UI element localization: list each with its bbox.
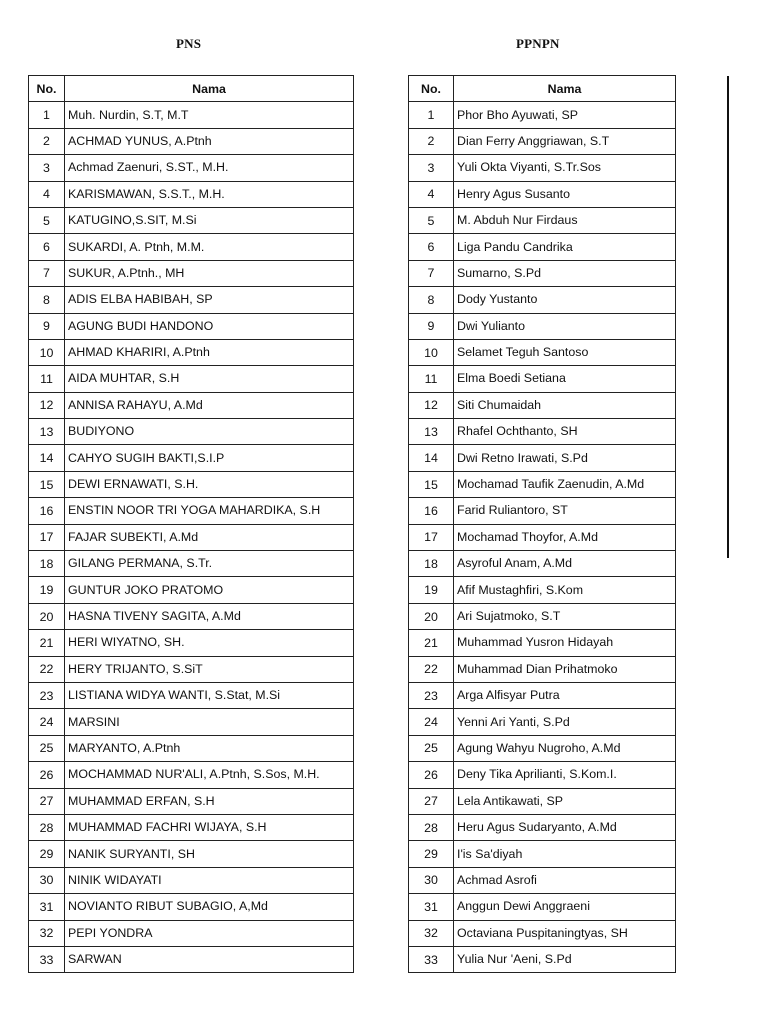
row-number: 17 (409, 524, 454, 550)
row-number: 16 (409, 498, 454, 524)
table-row (29, 630, 354, 656)
table-row (29, 894, 354, 920)
row-name: AHMAD KHARIRI, A.Ptnh (65, 339, 354, 365)
row-number: 5 (29, 207, 65, 233)
row-number: 30 (409, 867, 454, 893)
row-name: NINIK WIDAYATI (65, 867, 354, 893)
row-name: Achmad Zaenuri, S.ST., M.H. (65, 155, 354, 181)
table-row (409, 656, 676, 682)
row-name: Muhammad Dian Prihatmoko (454, 656, 676, 682)
table-row (29, 392, 354, 418)
table-header-row (409, 76, 676, 102)
row-number: 15 (409, 471, 454, 497)
row-name: Phor Bho Ayuwati, SP (454, 102, 676, 128)
table-row (409, 709, 676, 735)
row-number: 33 (29, 946, 65, 972)
row-number: 9 (29, 313, 65, 339)
row-number: 26 (409, 762, 454, 788)
row-name: KARISMAWAN, S.S.T., M.H. (65, 181, 354, 207)
row-number: 19 (409, 577, 454, 603)
row-number: 23 (409, 682, 454, 708)
table-row (409, 735, 676, 761)
pns-table-body (29, 102, 354, 973)
row-number: 29 (409, 841, 454, 867)
pns-section-title: PNS (176, 36, 202, 51)
row-number: 3 (409, 155, 454, 181)
row-number: 18 (29, 551, 65, 577)
ppnpn-section-title: PPNPN (516, 36, 560, 51)
row-name: Dwi Yulianto (454, 313, 676, 339)
table-row (29, 313, 354, 339)
row-number: 13 (29, 419, 65, 445)
table-row (29, 419, 354, 445)
row-number: 12 (409, 392, 454, 418)
row-name: LISTIANA WIDYA WANTI, S.Stat, M.Si (65, 682, 354, 708)
row-number: 28 (29, 814, 65, 840)
table-row (29, 735, 354, 761)
row-number: 18 (409, 551, 454, 577)
table-row (29, 524, 354, 550)
row-name: Deny Tika Aprilianti, S.Kom.I. (454, 762, 676, 788)
table-row (409, 814, 676, 840)
row-number: 33 (409, 946, 454, 972)
table-row (409, 551, 676, 577)
row-name: Mochamad Taufik Zaenudin, A.Md (454, 471, 676, 497)
row-name: Elma Boedi Setiana (454, 366, 676, 392)
row-name: HERI WIYATNO, SH. (65, 630, 354, 656)
table-row (409, 682, 676, 708)
ppnpn-table-body (409, 102, 676, 973)
row-number: 1 (409, 102, 454, 128)
table-row (409, 392, 676, 418)
row-name: Siti Chumaidah (454, 392, 676, 418)
table-row (409, 630, 676, 656)
row-name: SUKUR, A.Ptnh., MH (65, 260, 354, 286)
row-number: 30 (29, 867, 65, 893)
column-header-nama: Nama (454, 76, 676, 102)
row-number: 19 (29, 577, 65, 603)
row-number: 12 (29, 392, 65, 418)
table-row (29, 287, 354, 313)
table-row (409, 128, 676, 154)
row-number: 27 (29, 788, 65, 814)
row-name: Anggun Dewi Anggraeni (454, 894, 676, 920)
row-number: 31 (29, 894, 65, 920)
row-name: MUHAMMAD FACHRI WIJAYA, S.H (65, 814, 354, 840)
table-row (29, 603, 354, 629)
row-name: GILANG PERMANA, S.Tr. (65, 551, 354, 577)
row-name: HASNA TIVENY SAGITA, A.Md (65, 603, 354, 629)
row-number: 32 (29, 920, 65, 946)
row-number: 8 (409, 287, 454, 313)
row-name: Dwi Retno Irawati, S.Pd (454, 445, 676, 471)
table-row (29, 656, 354, 682)
row-name: Henry Agus Susanto (454, 181, 676, 207)
row-number: 9 (409, 313, 454, 339)
row-number: 13 (409, 419, 454, 445)
table-row (29, 260, 354, 286)
row-number: 25 (29, 735, 65, 761)
ppnpn-table (408, 75, 676, 973)
table-row (29, 155, 354, 181)
table-row (409, 419, 676, 445)
row-name: ANNISA RAHAYU, A.Md (65, 392, 354, 418)
table-row (29, 814, 354, 840)
table-row (29, 762, 354, 788)
row-name: Farid Ruliantoro, ST (454, 498, 676, 524)
row-number: 22 (409, 656, 454, 682)
table-row (409, 920, 676, 946)
table-row (409, 207, 676, 233)
vertical-divider (727, 76, 729, 558)
row-number: 31 (409, 894, 454, 920)
row-name: GUNTUR JOKO PRATOMO (65, 577, 354, 603)
row-number: 24 (29, 709, 65, 735)
row-name: Ari Sujatmoko, S.T (454, 603, 676, 629)
row-number: 23 (29, 682, 65, 708)
row-number: 14 (29, 445, 65, 471)
row-name: BUDIYONO (65, 419, 354, 445)
table-row (29, 867, 354, 893)
row-name: Yuli Okta Viyanti, S.Tr.Sos (454, 155, 676, 181)
row-name: Asyroful Anam, A.Md (454, 551, 676, 577)
row-name: MOCHAMMAD NUR'ALI, A.Ptnh, S.Sos, M.H. (65, 762, 354, 788)
table-row (409, 102, 676, 128)
row-number: 24 (409, 709, 454, 735)
row-number: 21 (29, 630, 65, 656)
table-row (29, 445, 354, 471)
row-number: 5 (409, 207, 454, 233)
table-row (409, 234, 676, 260)
table-row (409, 841, 676, 867)
table-row (409, 603, 676, 629)
table-row (409, 181, 676, 207)
row-number: 4 (409, 181, 454, 207)
row-number: 32 (409, 920, 454, 946)
row-number: 6 (409, 234, 454, 260)
row-number: 26 (29, 762, 65, 788)
row-name: MARYANTO, A.Ptnh (65, 735, 354, 761)
row-number: 20 (29, 603, 65, 629)
table-row (409, 471, 676, 497)
row-number: 29 (29, 841, 65, 867)
table-row (409, 577, 676, 603)
row-name: Agung Wahyu Nugroho, A.Md (454, 735, 676, 761)
row-name: Arga Alfisyar Putra (454, 682, 676, 708)
row-name: Yenni Ari Yanti, S.Pd (454, 709, 676, 735)
column-header-no: No. (409, 76, 454, 102)
row-name: Lela Antikawati, SP (454, 788, 676, 814)
table-row (409, 313, 676, 339)
row-name: KATUGINO,S.SIT, M.Si (65, 207, 354, 233)
row-number: 21 (409, 630, 454, 656)
row-number: 20 (409, 603, 454, 629)
row-name: ENSTIN NOOR TRI YOGA MAHARDIKA, S.H (65, 498, 354, 524)
row-name: AGUNG BUDI HANDONO (65, 313, 354, 339)
table-row (29, 471, 354, 497)
table-row (29, 788, 354, 814)
row-name: ADIS ELBA HABIBAH, SP (65, 287, 354, 313)
table-row (409, 524, 676, 550)
row-name: Afif Mustaghfiri, S.Kom (454, 577, 676, 603)
table-row (29, 181, 354, 207)
row-name: Dian Ferry Anggriawan, S.T (454, 128, 676, 154)
pns-table (28, 75, 354, 973)
row-number: 2 (409, 128, 454, 154)
table-row (409, 260, 676, 286)
table-row (409, 867, 676, 893)
row-name: CAHYO SUGIH BAKTI,S.I.P (65, 445, 354, 471)
row-name: NOVIANTO RIBUT SUBAGIO, A,Md (65, 894, 354, 920)
table-row (29, 841, 354, 867)
row-number: 11 (409, 366, 454, 392)
row-name: ACHMAD YUNUS, A.Ptnh (65, 128, 354, 154)
row-number: 1 (29, 102, 65, 128)
row-number: 2 (29, 128, 65, 154)
row-name: DEWI ERNAWATI, S.H. (65, 471, 354, 497)
table-row (29, 920, 354, 946)
column-header-no: No. (29, 76, 65, 102)
row-number: 27 (409, 788, 454, 814)
row-name: Sumarno, S.Pd (454, 260, 676, 286)
table-row (29, 366, 354, 392)
row-number: 10 (409, 339, 454, 365)
table-row (409, 339, 676, 365)
row-number: 15 (29, 471, 65, 497)
row-name: M. Abduh Nur Firdaus (454, 207, 676, 233)
row-name: PEPI YONDRA (65, 920, 354, 946)
row-name: Achmad Asrofi (454, 867, 676, 893)
row-name: Selamet Teguh Santoso (454, 339, 676, 365)
row-name: MARSINI (65, 709, 354, 735)
table-row (409, 894, 676, 920)
table-row (29, 234, 354, 260)
row-name: Muh. Nurdin, S.T, M.T (65, 102, 354, 128)
row-name: SUKARDI, A. Ptnh, M.M. (65, 234, 354, 260)
row-name: NANIK SURYANTI, SH (65, 841, 354, 867)
table-row (29, 551, 354, 577)
row-number: 14 (409, 445, 454, 471)
row-name: Mochamad Thoyfor, A.Md (454, 524, 676, 550)
table-row (409, 445, 676, 471)
row-number: 28 (409, 814, 454, 840)
row-number: 25 (409, 735, 454, 761)
table-row (29, 128, 354, 154)
table-row (29, 682, 354, 708)
row-number: 6 (29, 234, 65, 260)
row-number: 22 (29, 656, 65, 682)
table-header-row (29, 76, 354, 102)
row-name: SARWAN (65, 946, 354, 972)
row-name: AIDA MUHTAR, S.H (65, 366, 354, 392)
table-row (29, 102, 354, 128)
row-name: MUHAMMAD ERFAN, S.H (65, 788, 354, 814)
table-row (409, 366, 676, 392)
row-name: HERY TRIJANTO, S.SiT (65, 656, 354, 682)
row-name: Octaviana Puspitaningtyas, SH (454, 920, 676, 946)
row-name: Yulia Nur 'Aeni, S.Pd (454, 946, 676, 972)
row-number: 11 (29, 366, 65, 392)
row-name: Heru Agus Sudaryanto, A.Md (454, 814, 676, 840)
row-number: 8 (29, 287, 65, 313)
table-row (29, 207, 354, 233)
table-row (29, 709, 354, 735)
row-name: Muhammad Yusron Hidayah (454, 630, 676, 656)
table-row (409, 155, 676, 181)
row-number: 4 (29, 181, 65, 207)
column-header-nama: Nama (65, 76, 354, 102)
table-row (29, 577, 354, 603)
table-row (409, 788, 676, 814)
row-name: Rhafel Ochthanto, SH (454, 419, 676, 445)
row-number: 7 (29, 260, 65, 286)
row-number: 17 (29, 524, 65, 550)
row-name: Liga Pandu Candrika (454, 234, 676, 260)
table-row (409, 498, 676, 524)
table-row (29, 498, 354, 524)
table-row (29, 339, 354, 365)
row-number: 16 (29, 498, 65, 524)
row-number: 3 (29, 155, 65, 181)
table-row (29, 946, 354, 972)
row-name: Dody Yustanto (454, 287, 676, 313)
table-row (409, 287, 676, 313)
row-number: 7 (409, 260, 454, 286)
row-name: I'is Sa'diyah (454, 841, 676, 867)
row-name: FAJAR SUBEKTI, A.Md (65, 524, 354, 550)
row-number: 10 (29, 339, 65, 365)
table-row (409, 946, 676, 972)
table-row (409, 762, 676, 788)
